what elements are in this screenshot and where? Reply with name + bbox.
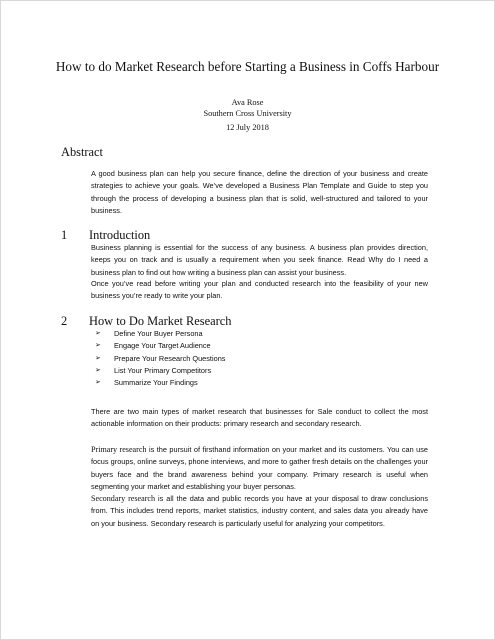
arrow-bullet-icon: ➢ bbox=[95, 342, 101, 350]
paper-author: Ava Rose bbox=[231, 98, 264, 107]
primary-research-text: is the pursuit of firsthand information on your market and its customers. You can use focus groups, online surveys, phone interviews, and more to gather fresh details on the challenges your buyers face and the brand awareness behind your company. Primary research is useful when segmenting your market and establishing your buyer personas. bbox=[91, 445, 428, 491]
arrow-bullet-icon: ➢ bbox=[95, 366, 101, 374]
list-item bbox=[95, 377, 225, 389]
abstract-body: A good business plan can help you secure finance, define the direction of your business and create strategies to achieve your goals. We’ve developed a Business Plan Template and Guide to step you through the process of developing a business plan that is solid, well-structured and tailored to your business. bbox=[91, 169, 428, 215]
list-item-text: Prepare Your Research Questions bbox=[114, 353, 226, 363]
section-title: Introduction bbox=[89, 228, 151, 242]
paper-affiliation: Southern Cross University bbox=[203, 109, 292, 118]
section-title: How to Do Market Research bbox=[89, 314, 232, 328]
list-item-text: Define Your Buyer Persona bbox=[114, 329, 203, 338]
list-item bbox=[95, 328, 225, 340]
primary-research-term: Primary research bbox=[91, 445, 147, 454]
list-item bbox=[95, 340, 225, 352]
primary-research-paragraph bbox=[91, 444, 428, 493]
secondary-research-paragraph bbox=[91, 493, 428, 530]
list-item-text: Summarize Your Findings bbox=[114, 378, 198, 388]
arrow-bullet-icon: ➢ bbox=[95, 354, 101, 362]
section-heading-market-research bbox=[61, 314, 231, 329]
list-item-text: Engage Your Target Audience bbox=[114, 341, 211, 351]
research-types-paragraph: There are two main types of market research that businesses for Sale conduct to collect the most actionable information on their products: primary research and secondary research. bbox=[91, 407, 428, 429]
section-heading-introduction bbox=[61, 228, 150, 243]
introduction-paragraph: Business planning is essential for the success of any business. A business plan provides direction, keeps you on track and is usually a requirement when you seek finance. Read Why do I need a business plan to find out how writing a business plan can assist your business. bbox=[91, 243, 428, 277]
arrow-bullet-icon: ➢ bbox=[95, 379, 101, 387]
section-number: 1 bbox=[61, 228, 68, 242]
introduction-paragraph: Once you’ve read before writing your plan and conducted research into the feasibility of your new business you’re ready to write your plan. bbox=[91, 279, 428, 301]
list-item-text: List Your Primary Competitors bbox=[114, 365, 212, 375]
paper-title: How to do Market Research before Starting a Business in Coffs Harbour bbox=[55, 59, 440, 74]
section-number: 2 bbox=[61, 314, 68, 328]
list-item bbox=[95, 365, 225, 377]
market-research-steps-list bbox=[95, 328, 225, 389]
paper-date: 12 July 2018 bbox=[226, 123, 269, 132]
secondary-research-text: is all the data and public records you have at your disposal to draw conclusions from. This includes trend reports, market statistics, industry content, and sales data you already have on your business. Secondary research is particularly useful for analyzing your competitors. bbox=[91, 494, 428, 528]
arrow-bullet-icon: ➢ bbox=[95, 330, 101, 337]
secondary-research-term: Secondary research bbox=[91, 494, 156, 503]
list-item bbox=[95, 353, 225, 365]
abstract-heading: Abstract bbox=[61, 145, 103, 159]
